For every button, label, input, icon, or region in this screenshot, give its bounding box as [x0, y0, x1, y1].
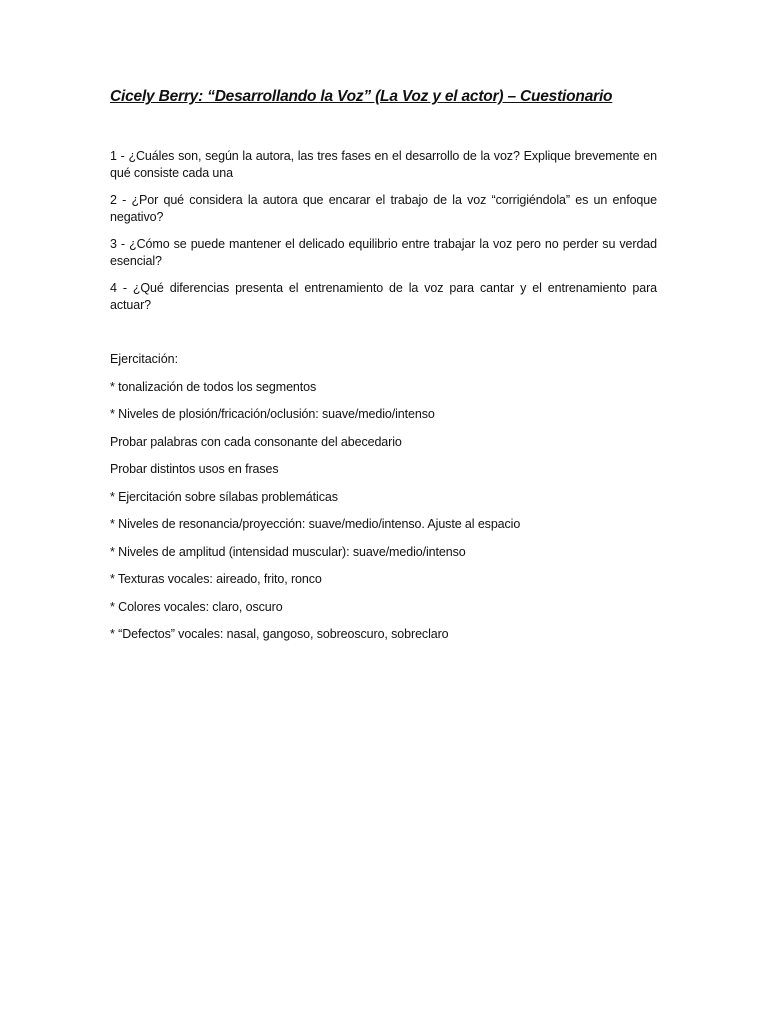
exercise-item: * Texturas vocales: aireado, frito, ronco: [110, 572, 322, 586]
question-4: 4 - ¿Qué diferencias presenta el entrenamiento de la voz para cantar y el entrenamiento para actuar?: [110, 281, 657, 312]
question-1: 1 - ¿Cuáles son, según la autora, las tres fases en el desarrollo de la voz? Explique brevemente en qué consiste cada una: [110, 149, 657, 180]
exercise-item: * “Defectos” vocales: nasal, gangoso, sobreoscuro, sobreclaro: [110, 627, 449, 641]
exercise-item: * Niveles de resonancia/proyección: suave/medio/intenso. Ajuste al espacio: [110, 517, 521, 531]
question-3: 3 - ¿Cómo se puede mantener el delicado equilibrio entre trabajar la voz pero no perder su verdad esencial?: [110, 237, 657, 268]
exercise-list: [110, 379, 657, 644]
document-title: Cicely Berry: “Desarrollando la Voz” (La Voz y el actor) – Cuestionario: [110, 88, 613, 105]
exercise-item: * tonalización de todos los segmentos: [110, 379, 317, 394]
exercise-item: Probar distintos usos en frases: [110, 462, 279, 476]
questions-section: [110, 148, 657, 314]
exercise-item: * Colores vocales: claro, oscuro: [110, 599, 283, 614]
exercise-item: * Niveles de plosión/fricación/oclusión: suave/medio/intenso: [110, 407, 435, 421]
exercise-item: * Niveles de amplitud (intensidad muscular): suave/medio/intenso: [110, 544, 466, 559]
exercise-item: * Ejercitación sobre sílabas problemáticas: [110, 489, 338, 504]
exercise-item: Probar palabras con cada consonante del abecedario: [110, 434, 402, 449]
exercise-heading: Ejercitación:: [110, 352, 179, 366]
document-page: [110, 86, 657, 643]
question-2: 2 - ¿Por qué considera la autora que encarar el trabajo de la voz “corrigiéndola” es un enfoque negativo?: [110, 193, 657, 224]
